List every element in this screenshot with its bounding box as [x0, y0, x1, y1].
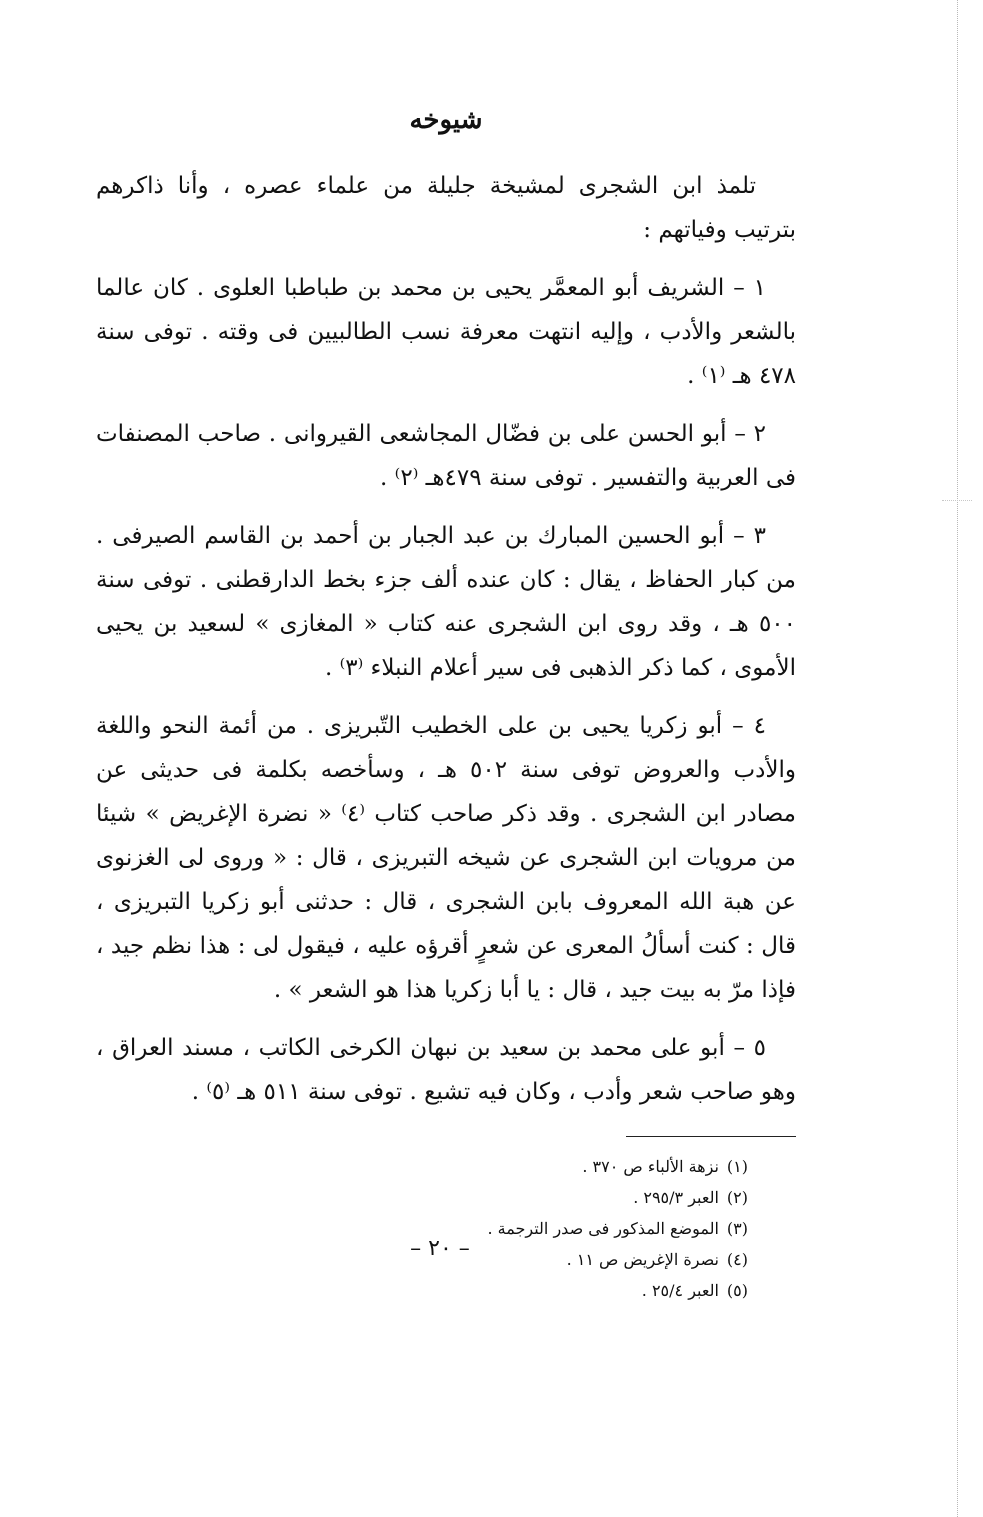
sheikh-entry-2: [96, 412, 796, 500]
footnote-text: نصرة الإغريض ص ١١ .: [566, 1250, 719, 1269]
sheikh-entry-5: [96, 1026, 796, 1114]
entry-text: أبو الحسن على بن فضّال المجاشعى القيروانى . صاحب المصنفات فى العربية والتفسير . توفى سنة ٤٧٩هـ ⁽٢⁾ .: [96, 421, 796, 491]
footnote-text: العبر ٢٥/٤ .: [641, 1281, 719, 1300]
footnote-5: [96, 1275, 748, 1306]
footnote-marker: (١): [726, 1157, 748, 1176]
footnote-text: العبر ٢٩٥/٣ .: [633, 1188, 719, 1207]
sheikh-entry-4: [96, 704, 796, 1012]
footnote-marker: (٣): [726, 1219, 748, 1238]
entry-number: ٤ –: [732, 713, 767, 739]
footnote-marker: (٤): [726, 1250, 748, 1269]
section-heading: شيوخه: [409, 105, 483, 135]
entry-text: الشريف أبو المعمَّر يحيى بن محمد بن طباطبا العلوى . كان عالما بالشعر والأدب ، وإليه انتهت معرفة نسب الطالبيين فى وقته . توفى سنة ٤٧٨ هـ ⁽١⁾ .: [96, 275, 796, 389]
scan-edge-mark: [942, 500, 972, 501]
page-content: [96, 100, 796, 1306]
footnote-1: [96, 1151, 748, 1182]
sheikh-entry-1: [96, 266, 796, 398]
entry-number: ٣ –: [733, 523, 767, 549]
intro-paragraph: تلمذ ابن الشجرى لمشيخة جليلة من علماء عصره ، وأنا ذاكرهم بترتيب وفياتهم :: [96, 173, 796, 243]
entry-number: ٥ –: [733, 1035, 767, 1061]
entry-number: ١ –: [733, 275, 767, 301]
footnote-text: نزهة الألباء ص ٣٧٠ .: [582, 1157, 719, 1176]
entry-text: أبو على محمد بن سعيد بن نبهان الكرخى الكاتب ، مسند العراق ، وهو صاحب شعر وأدب ، وكان فيه تشيع . توفى سنة ٥١١ هـ ⁽٥⁾ .: [96, 1035, 796, 1105]
footnote-text: الموضع المذكور فى صدر الترجمة .: [487, 1219, 719, 1238]
footnote-separator: [626, 1136, 796, 1137]
scan-edge-line: [957, 0, 958, 1517]
footnote-marker: (٢): [726, 1188, 748, 1207]
sheikh-entry-3: [96, 514, 796, 690]
entry-text: أبو زكريا يحيى بن على الخطيب التّبريزى . من أئمة النحو واللغة والأدب والعروض توفى سنة ٥٠٢ هـ ، وسأخصه بكلمة فى حديثى عن مصادر ابن الشجرى . وقد ذكر صاحب كتاب ⁽٤⁾ « نضرة الإغريض » شيئا من مرويات ابن الشجرى عن شيخه التبريزى ، قال : « وروى لى الغزنوى عن هبة الله المعروف بابن الشجرى ، قال : حدثنى أبو زكريا التبريزى ، قال : كنت أسألُ المعرى عن شعرٍ أقرؤه عليه ، فيقول لى : هذا نظم جيد ، فإذا مرّ به بيت جيد ، قال : يا أبا زكريا هذا هو الشعر » .: [96, 713, 796, 1003]
footnote-2: [96, 1182, 748, 1213]
footnote-marker: (٥): [726, 1281, 748, 1300]
entry-text: أبو الحسين المبارك بن عبد الجبار بن أحمد بن القاسم الصيرفى . من كبار الحفاظ ، يقال : كان عنده ألف جزء بخط الدارقطنى . توفى سنة ٥٠٠ هـ ، وقد روى ابن الشجرى عنه كتاب « المغازى » لسعيد بن يحيى الأموى ، كما ذكر الذهبى فى سير أعلام النبلاء ⁽٣⁾ .: [96, 523, 796, 681]
footnotes-list: [96, 1151, 796, 1306]
page-number: – ٢٠ –: [410, 1236, 470, 1261]
entry-number: ٢ –: [734, 421, 766, 447]
